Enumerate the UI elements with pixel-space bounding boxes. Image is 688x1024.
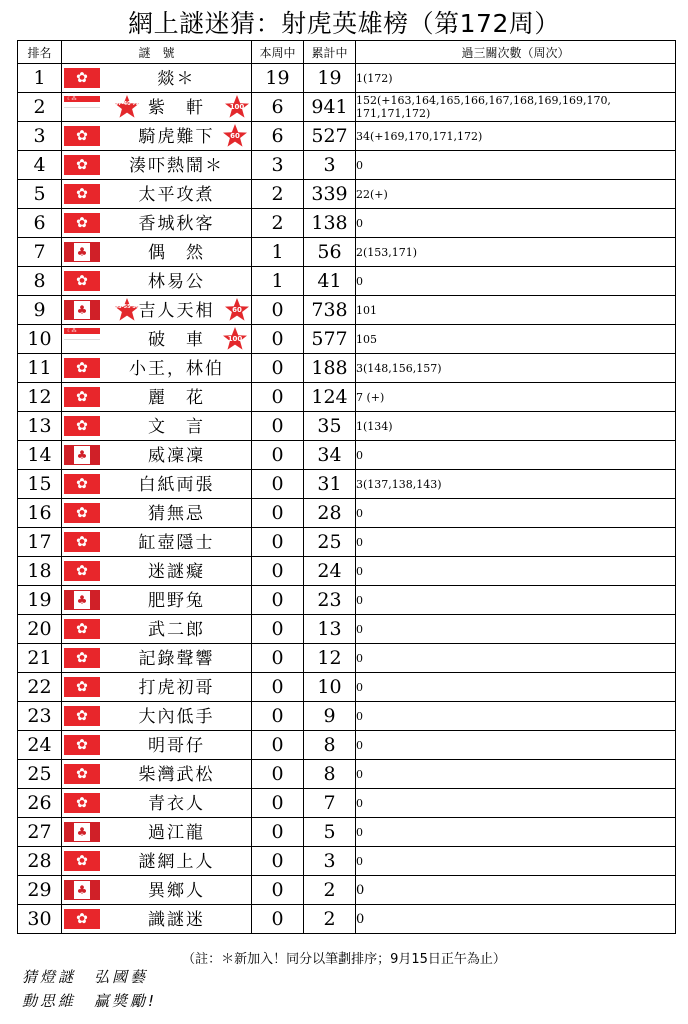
table-row [18,267,676,296]
table-row [18,644,676,673]
hong-kong-flag-icon: ✿ [64,155,100,175]
total-cell: 56 [304,238,356,267]
record-cell: 105 [356,325,676,354]
name-cell [62,557,252,586]
record-cell: 0 [356,847,676,876]
record-cell: 0 [356,557,676,586]
this-week-cell: 0 [252,325,304,354]
total-cell: 7 [304,789,356,818]
header-this-week: 本周中 [252,41,304,64]
this-week-cell: 2 [252,209,304,238]
this-week-cell: 0 [252,876,304,905]
player-name: 湊吓熱鬧＊ [129,156,224,176]
player-name: 麗 花 [148,388,205,408]
award-star-icon [222,123,248,149]
hong-kong-flag-icon: ✿ [64,532,100,552]
award-star-icon [224,297,250,323]
table-row [18,673,676,702]
record-cell: 1(134) [356,412,676,441]
hong-kong-flag-icon: ✿ [64,677,100,697]
table-row [18,93,676,122]
this-week-cell: 0 [252,847,304,876]
rank-cell: 2 [18,93,62,122]
rank-cell: 19 [18,586,62,615]
hong-kong-flag-icon: ✿ [64,793,100,813]
record-cell: 0 [356,209,676,238]
rank-cell: 20 [18,615,62,644]
record-cell: 7 (+) [356,383,676,412]
rank-cell: 28 [18,847,62,876]
table-row [18,412,676,441]
record-cell: 22(+) [356,180,676,209]
name-cell [62,325,252,354]
singapore-flag-icon: ☾⁂ [64,96,100,108]
rank-cell: 8 [18,267,62,296]
total-cell: 34 [304,441,356,470]
record-cell: 0 [356,731,676,760]
total-cell: 35 [304,412,356,441]
player-name: 武二郎 [148,620,205,640]
total-cell: 738 [304,296,356,325]
record-cell: 0 [356,528,676,557]
record-cell: 3(148,156,157) [356,354,676,383]
table-row [18,441,676,470]
total-cell: 2 [304,876,356,905]
player-name: 過江龍 [148,823,205,843]
name-cell [62,876,252,905]
player-name: 柴灣武松 [138,765,215,785]
rank-cell: 4 [18,151,62,180]
this-week-cell: 0 [252,818,304,847]
table-row [18,586,676,615]
rank-cell: 16 [18,499,62,528]
this-week-cell: 0 [252,412,304,441]
this-week-cell: 0 [252,354,304,383]
record-cell: 152(+163,164,165,166,167,168,169,169,170, 171,171,172) [356,93,676,122]
name-cell [62,354,252,383]
total-cell: 3 [304,151,356,180]
name-cell [62,528,252,557]
hong-kong-flag-icon: ✿ [64,213,100,233]
total-cell: 8 [304,731,356,760]
player-name: 記錄聲響 [138,649,215,669]
name-cell [62,64,252,93]
record-cell: 0 [356,586,676,615]
name-cell [62,702,252,731]
rank-cell: 6 [18,209,62,238]
table-row [18,122,676,151]
player-name: 缸壺隱士 [138,533,215,553]
rank-cell: 15 [18,470,62,499]
table-row [18,470,676,499]
this-week-cell: 0 [252,499,304,528]
rank-cell: 3 [18,122,62,151]
canada-flag-icon: ♣ [64,242,100,262]
name-cell [62,470,252,499]
rank-cell: 24 [18,731,62,760]
record-cell: 0 [356,615,676,644]
record-cell: 0 [356,789,676,818]
hong-kong-flag-icon: ✿ [64,648,100,668]
table-row [18,180,676,209]
hong-kong-flag-icon: ✿ [64,387,100,407]
record-cell: 0 [356,151,676,180]
name-cell [62,441,252,470]
star-label: 53-55 56 [114,304,140,310]
table-row [18,818,676,847]
this-week-cell: 19 [252,64,304,93]
canada-flag-icon: ♣ [64,880,100,900]
table-row [18,876,676,905]
player-name: 林易公 [148,272,205,292]
rank-cell: 30 [18,905,62,934]
player-name: 燚＊ [157,69,196,89]
total-cell: 188 [304,354,356,383]
player-name: 肥野兔 [148,591,205,611]
hong-kong-flag-icon: ✿ [64,126,100,146]
rank-cell: 11 [18,354,62,383]
total-cell: 9 [304,702,356,731]
record-cell: 34(+169,170,171,172) [356,122,676,151]
rank-cell: 21 [18,644,62,673]
rank-cell: 13 [18,412,62,441]
hong-kong-flag-icon: ✿ [64,706,100,726]
player-name: 大內低手 [138,707,215,727]
table-row [18,847,676,876]
rank-cell: 5 [18,180,62,209]
this-week-cell: 0 [252,383,304,412]
hong-kong-flag-icon: ✿ [64,416,100,436]
player-name: 謎網上人 [138,852,215,872]
record-cell: 0 [356,876,676,905]
player-name: 破 車 [148,330,205,350]
star-label: 60 [232,306,242,314]
total-cell: 19 [304,64,356,93]
player-name: 迷謎癡 [148,562,205,582]
hong-kong-flag-icon: ✿ [64,764,100,784]
total-cell: 2 [304,905,356,934]
this-week-cell: 0 [252,470,304,499]
name-cell [62,151,252,180]
player-name: 紫 軒 [148,98,205,118]
table-row [18,383,676,412]
player-name: 太平攻煮 [138,185,215,205]
header-record: 過三關次數（周次） [356,41,676,64]
name-cell [62,122,252,151]
player-name: 威凜凜 [148,446,205,466]
canada-flag-icon: ♣ [64,300,100,320]
table-row [18,296,676,325]
table-header-row [18,41,676,64]
rank-cell: 17 [18,528,62,557]
name-cell [62,789,252,818]
ranking-table [17,40,676,934]
table-row [18,354,676,383]
name-cell [62,93,252,122]
this-week-cell: 0 [252,586,304,615]
total-cell: 12 [304,644,356,673]
total-cell: 339 [304,180,356,209]
star-label: 60 [230,132,240,140]
this-week-cell: 6 [252,93,304,122]
header-total: 累計中 [304,41,356,64]
name-cell [62,731,252,760]
total-cell: 13 [304,615,356,644]
record-cell: 0 [356,644,676,673]
rank-cell: 18 [18,557,62,586]
canada-flag-icon: ♣ [64,822,100,842]
this-week-cell: 0 [252,441,304,470]
rank-cell: 22 [18,673,62,702]
record-cell: 2(153,171) [356,238,676,267]
hong-kong-flag-icon: ✿ [64,735,100,755]
name-cell [62,383,252,412]
this-week-cell: 0 [252,702,304,731]
rank-cell: 10 [18,325,62,354]
record-cell: 0 [356,702,676,731]
rank-cell: 25 [18,760,62,789]
record-cell: 3(137,138,143) [356,470,676,499]
record-cell: 1(172) [356,64,676,93]
hong-kong-flag-icon: ✿ [64,184,100,204]
award-star-icon [224,94,250,120]
total-cell: 138 [304,209,356,238]
table-row [18,151,676,180]
total-cell: 28 [304,499,356,528]
hong-kong-flag-icon: ✿ [64,909,100,929]
name-cell [62,818,252,847]
player-name: 小王，林伯 [129,359,224,379]
name-cell [62,615,252,644]
this-week-cell: 1 [252,238,304,267]
this-week-cell: 0 [252,905,304,934]
total-cell: 5 [304,818,356,847]
star-label: 37-40 72 [114,101,140,107]
name-cell [62,760,252,789]
total-cell: 23 [304,586,356,615]
canada-flag-icon: ♣ [64,445,100,465]
table-row [18,238,676,267]
award-star-icon [114,94,140,120]
this-week-cell: 3 [252,151,304,180]
table-row [18,731,676,760]
total-cell: 124 [304,383,356,412]
hong-kong-flag-icon: ✿ [64,271,100,291]
name-cell [62,296,252,325]
slogan-line-1: 猜燈謎 弘國藝 [22,968,149,986]
total-cell: 577 [304,325,356,354]
name-cell [62,586,252,615]
hong-kong-flag-icon: ✿ [64,619,100,639]
name-cell [62,267,252,296]
canada-flag-icon: ♣ [64,590,100,610]
record-cell: 0 [356,673,676,702]
table-row [18,209,676,238]
total-cell: 31 [304,470,356,499]
rank-cell: 7 [18,238,62,267]
footnote: （註：＊新加入！同分以筆劃排序；9月15日正午為止） [182,952,506,967]
total-cell: 25 [304,528,356,557]
record-cell: 0 [356,818,676,847]
name-cell [62,180,252,209]
table-row [18,905,676,934]
rank-cell: 1 [18,64,62,93]
total-cell: 941 [304,93,356,122]
record-cell: 0 [356,441,676,470]
rank-cell: 12 [18,383,62,412]
award-star-icon [222,326,248,352]
total-cell: 24 [304,557,356,586]
player-name: 明哥仔 [148,736,205,756]
total-cell: 3 [304,847,356,876]
hong-kong-flag-icon: ✿ [64,68,100,88]
player-name: 白紙両張 [138,475,215,495]
table-row [18,528,676,557]
record-cell: 0 [356,499,676,528]
name-cell [62,644,252,673]
name-cell [62,847,252,876]
player-name: 識謎迷 [148,910,205,930]
table-row [18,557,676,586]
rank-cell: 29 [18,876,62,905]
this-week-cell: 2 [252,180,304,209]
total-cell: 41 [304,267,356,296]
player-name: 青衣人 [148,794,205,814]
rank-cell: 9 [18,296,62,325]
slogan-line-2: 動思維 贏獎勵! [22,992,158,1010]
hong-kong-flag-icon: ✿ [64,561,100,581]
player-name: 偶 然 [148,243,205,263]
total-cell: 8 [304,760,356,789]
this-week-cell: 0 [252,644,304,673]
table-row [18,615,676,644]
record-cell: 0 [356,760,676,789]
table-row [18,499,676,528]
hong-kong-flag-icon: ✿ [64,474,100,494]
record-cell: 101 [356,296,676,325]
player-name: 香城秋客 [138,214,215,234]
this-week-cell: 0 [252,760,304,789]
this-week-cell: 0 [252,731,304,760]
hong-kong-flag-icon: ✿ [64,503,100,523]
this-week-cell: 0 [252,615,304,644]
rank-cell: 27 [18,818,62,847]
this-week-cell: 6 [252,122,304,151]
table-row [18,789,676,818]
name-cell [62,209,252,238]
name-cell [62,905,252,934]
this-week-cell: 0 [252,789,304,818]
name-cell [62,238,252,267]
rank-cell: 26 [18,789,62,818]
name-cell [62,412,252,441]
star-label: 100 [229,103,245,111]
star-label: 100 [227,335,243,343]
player-name: 猜無忌 [148,504,205,524]
player-name: 打虎初哥 [138,678,215,698]
name-cell [62,673,252,702]
total-cell: 527 [304,122,356,151]
player-name: 吉人天相 [138,301,215,321]
this-week-cell: 0 [252,296,304,325]
this-week-cell: 0 [252,557,304,586]
page-title: 網上謎迷猜：射虎英雄榜（第172周） [128,9,560,38]
player-name: 異鄉人 [148,881,205,901]
table-row [18,64,676,93]
record-cell: 0 [356,267,676,296]
player-name: 騎虎難下 [138,127,215,147]
this-week-cell: 0 [252,673,304,702]
name-cell [62,499,252,528]
record-cell: 0 [356,905,676,934]
header-rank: 排名 [18,41,62,64]
rank-cell: 14 [18,441,62,470]
rank-cell: 23 [18,702,62,731]
hong-kong-flag-icon: ✿ [64,851,100,871]
this-week-cell: 1 [252,267,304,296]
this-week-cell: 0 [252,528,304,557]
header-name: 謎 號 [62,41,252,64]
singapore-flag-icon: ☾⁂ [64,328,100,340]
table-row [18,702,676,731]
total-cell: 10 [304,673,356,702]
hong-kong-flag-icon: ✿ [64,358,100,378]
table-row [18,325,676,354]
player-name: 文 言 [148,417,205,437]
table-row [18,760,676,789]
award-star-icon [114,297,140,323]
